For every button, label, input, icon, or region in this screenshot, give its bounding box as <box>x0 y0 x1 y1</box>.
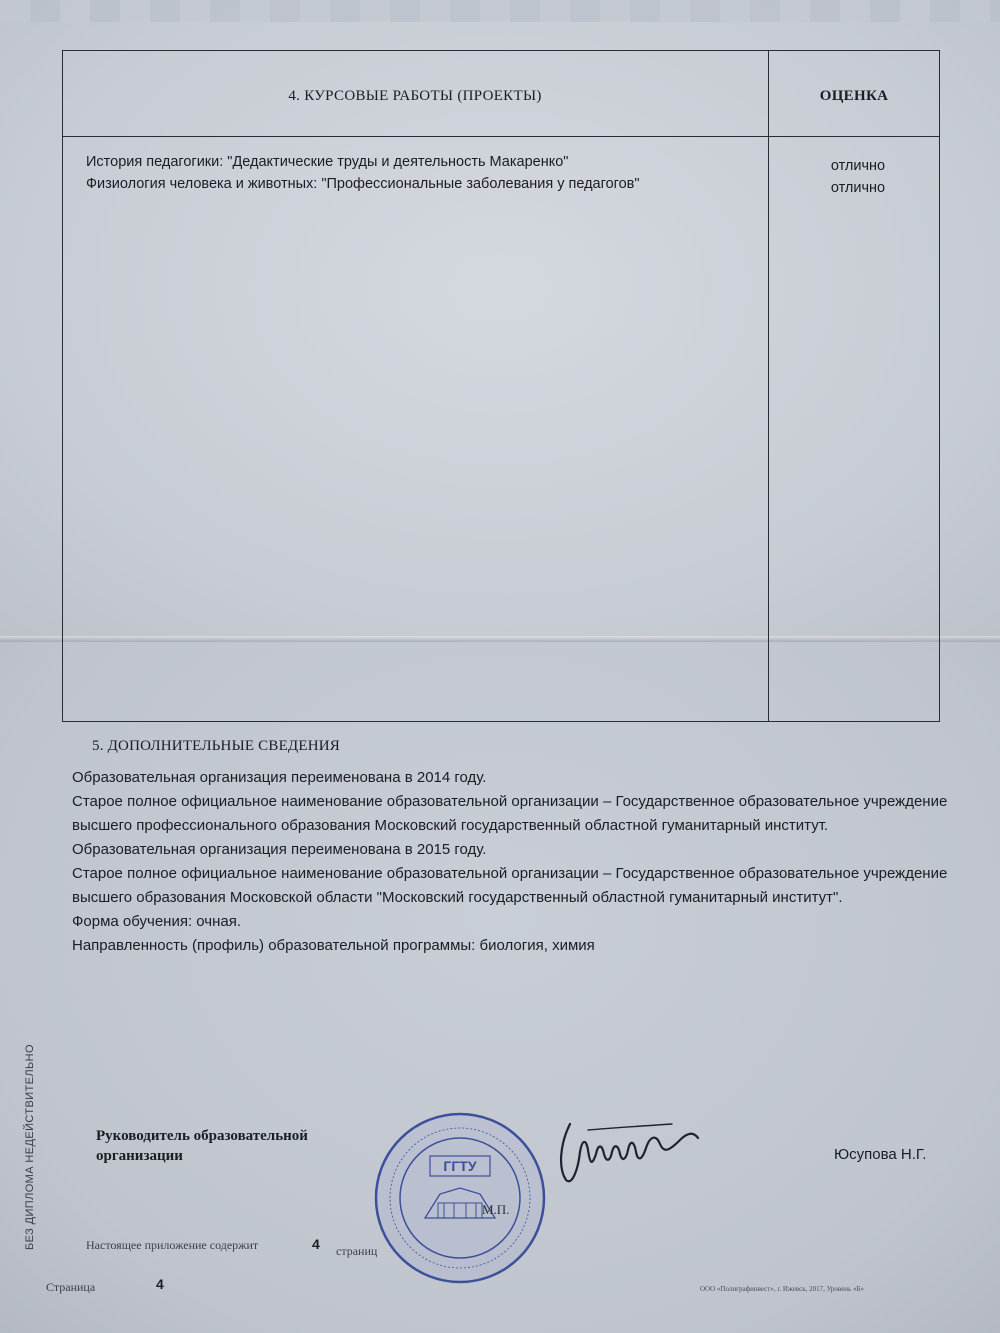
signatory-label-line: организации <box>96 1148 183 1164</box>
additional-info-text <box>72 766 952 958</box>
info-line: Старое полное официальное наименование образовательной организации – Государственное образовательное учреждение высшего профессионального образования Московский государственный областной гуманитарный институт. <box>72 793 948 834</box>
info-line: Образовательная организация переименована в 2015 году. <box>72 841 487 858</box>
course-works-header: 4. КУРСОВЫЕ РАБОТЫ (ПРОЕКТЫ) <box>288 88 542 104</box>
info-line: Форма обучения: очная. <box>72 913 242 930</box>
table-row-grade: отлично <box>830 180 886 196</box>
handwritten-signature-icon <box>552 1110 702 1190</box>
signatory-label <box>96 1126 308 1166</box>
additional-info-title: 5. ДОПОЛНИТЕЛЬНЫЕ СВЕДЕНИЯ <box>92 738 340 754</box>
table-row-grade: отлично <box>830 158 886 174</box>
grade-header: ОЦЕНКА <box>819 88 889 104</box>
info-line: Направленность (профиль) образовательной программы: биология, химия <box>72 937 595 954</box>
page-number: 4 <box>156 1276 164 1292</box>
stamp-mark: М.П. <box>482 1202 510 1217</box>
table-column-divider <box>768 50 769 722</box>
signatory-label-line: Руководитель образовательной <box>96 1128 308 1144</box>
security-pattern-strip <box>0 0 1000 22</box>
appendix-suffix: страниц <box>336 1244 378 1258</box>
validity-note: БЕЗ ДИПЛОМА НЕДЕЙСТВИТЕЛЬНО <box>24 1044 36 1250</box>
printer-imprint: ООО «Полиграфинвест», г. Ижевск, 2017, Уровень «Б» <box>700 1285 865 1293</box>
page-label: Страница <box>46 1280 96 1294</box>
appendix-page-count: 4 <box>312 1236 320 1252</box>
info-line: Старое полное официальное наименование образовательной организации – Государственное образовательное учреждение высшего образования Московской области "Московский государственный областной гуманитарный институт". <box>72 865 948 906</box>
course-works-table <box>62 50 940 722</box>
official-stamp-icon <box>370 1108 550 1288</box>
table-header-divider <box>62 136 940 137</box>
stamp-center-text: ГГТУ <box>443 1158 477 1174</box>
table-row-name: Физиология человека и животных: "Профессиональные заболевания у педагогов" <box>86 176 640 192</box>
table-row-name: История педагогики: "Дедактические труды и деятельность Макаренко" <box>86 154 569 170</box>
signatory-name: Юсупова Н.Г. <box>834 1146 927 1163</box>
info-line: Образовательная организация переименована в 2014 году. <box>72 769 487 786</box>
appendix-prefix: Настоящее приложение содержит <box>86 1238 259 1252</box>
